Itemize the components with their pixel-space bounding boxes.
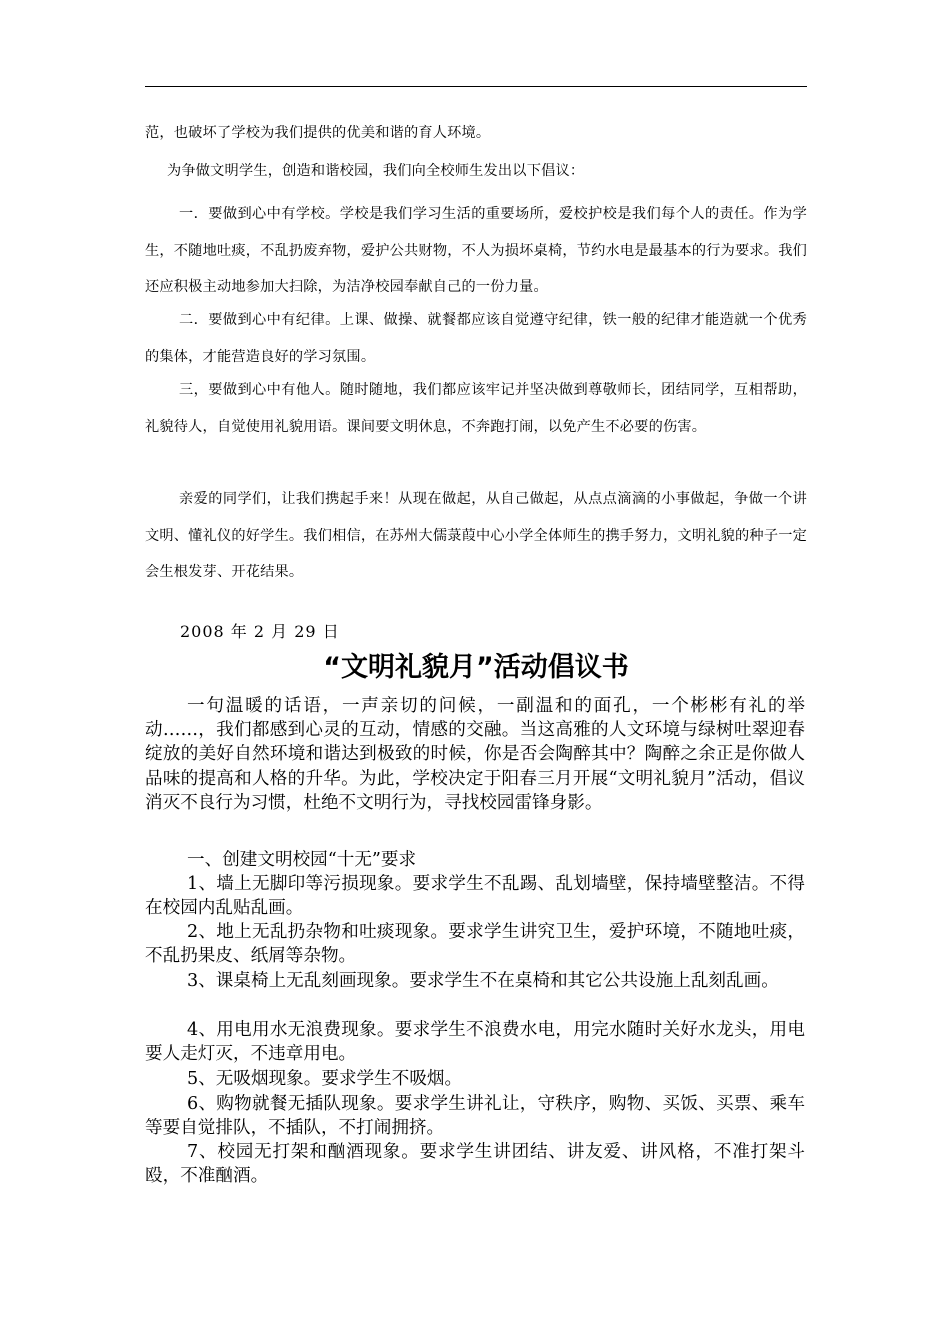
rule-item-5: 5、无吸烟现象。要求学生不吸烟。	[187, 1069, 463, 1089]
proposal-closing: 亲爱的同学们，让我们携起手来！从现在做起，从自己做起，从点点滴滴的小事做起，争做一个讲文明、懂礼仪的好学生。我们相信，在苏州大儒菉葭中心小学全体师生的携手努力，文明礼貌的种子一定会生根发芽、开花结果。	[145, 491, 807, 580]
proposal-item-2: 二．要做到心中有纪律。上课、做操、就餐都应该自觉遵守纪律，铁一般的纪律才能造就一个优秀的集体，才能营造良好的学习氛围。	[145, 312, 807, 365]
document-title: “文明礼貌月”活动倡议书	[323, 652, 629, 683]
rule-item-1: 1、墙上无脚印等污损现象。要求学生不乱踢、乱划墙壁，保持墙壁整洁。不得在校园内乱贴乱画。	[145, 874, 805, 919]
continued-line: 范，也破坏了学校为我们提供的优美和谐的育人环境。	[145, 125, 491, 141]
section-heading-1: 一、创建文明校园“十无”要求	[187, 850, 417, 870]
proposal-date: 2008 年 2 月 29 日	[180, 622, 340, 641]
rule-item-6: 6、购物就餐无插队现象。要求学生讲礼让，守秩序，购物、买饭、买票、乘车等要自觉排队，不插队，不打闹拥挤。	[145, 1094, 805, 1139]
rule-item-3: 3、课桌椅上无乱刻画现象。要求学生不在桌椅和其它公共设施上乱刻乱画。	[187, 971, 779, 991]
rule-item-7: 7、校园无打架和酗酒现象。要求学生讲团结、讲友爱、讲风格，不准打架斗殴，不准酗酒。	[145, 1142, 805, 1187]
proposal-item-3: 三，要做到心中有他人。随时随地，我们都应该牢记并坚决做到尊敬师长，团结同学，互相帮助，礼貌待人，自觉使用礼貌用语。课间要文明休息，不奔跑打闹，以免产生不必要的伤害。	[145, 382, 807, 435]
proposal-intro: 为争做文明学生，创造和谐校园，我们向全校师生发出以下倡议：	[167, 163, 585, 179]
rule-item-2: 2、地上无乱扔杂物和吐痰现象。要求学生讲究卫生，爱护环境，不随地吐痰，不乱扔果皮、纸屑等杂物。	[145, 922, 805, 967]
proposal-item-1: 一．要做到心中有学校。学校是我们学习生活的重要场所，爱校护校是我们每个人的责任。作为学生，不随地吐痰，不乱扔废弃物，爱护公共财物，不人为损坏桌椅，节约水电是最基本的行为要求。我们还应积极主动地参加大扫除，为洁净校园奉献自己的一份力量。	[145, 206, 807, 295]
header-rule	[145, 86, 807, 87]
campaign-intro: 一句温暖的话语，一声亲切的问候，一副温和的面孔，一个彬彬有礼的举动……，我们都感到心灵的互动，情感的交融。当这高雅的人文环境与绿树吐翠迎春绽放的美好自然环境和谐达到极致的时候，你是否会陶醉其中？陶醉之余正是你做人品味的提高和人格的升华。为此，学校决定于阳春三月开展“文明礼貌月”活动，倡议消灭不良行为习惯，杜绝不文明行为，寻找校园雷锋身影。	[145, 696, 805, 813]
rule-item-4: 4、用电用水无浪费现象。要求学生不浪费水电，用完水随时关好水龙头，用电要人走灯灭，不违章用电。	[145, 1020, 805, 1065]
